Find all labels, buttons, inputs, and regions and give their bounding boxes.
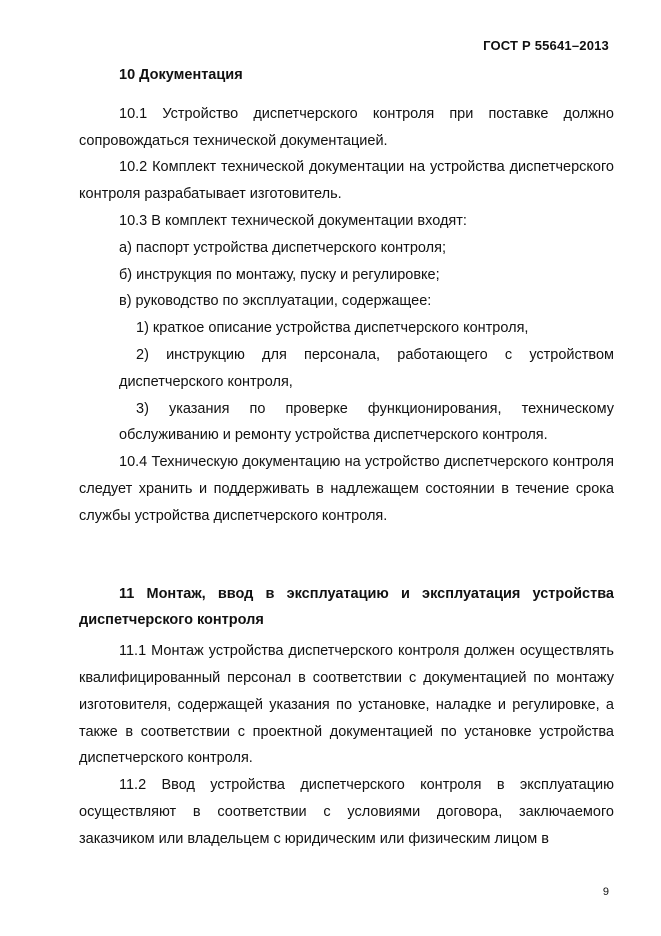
page-number: 9 xyxy=(602,886,609,898)
standard-code: ГОСТ Р 55641–2013 xyxy=(483,38,609,53)
sub-item-3: 3) указания по проверке функционирования, техническому обслуживанию и ремонту устройства диспетчерского контроля. xyxy=(119,400,614,444)
sub-item-2: 2) инструкцию для персонала, работающего с устройством диспетчерского контроля, xyxy=(119,346,614,390)
paragraph-10-3: 10.3 В комплект технической документации входят: xyxy=(119,212,467,229)
document-body xyxy=(79,62,614,853)
paragraph-10-2: 10.2 Комплект технической документации на устройства диспетчерского контроля разрабатывает изготовитель. xyxy=(79,159,614,203)
list-item-c: в) руководство по эксплуатации, содержащее: xyxy=(119,293,432,310)
paragraph-10-1: 10.1 Устройство диспетчерского контроля при поставке должно сопровождаться технической документацией. xyxy=(79,105,614,149)
list-item-b: б) инструкция по монтажу, пуску и регулировке; xyxy=(119,266,440,283)
paragraph-11-1: 11.1 Монтаж устройства диспетчерского контроля должен осуществлять квалифицированный персонал в соответствии с документацией по монтажу изготовителя, содержащей указания по установке, наладке и регулировке, а также в соответствии с проектной документацией по установке устройства диспетчерского контроля. xyxy=(79,643,614,767)
sub-item-1: 1) краткое описание устройства диспетчерского контроля, xyxy=(136,320,529,337)
section-11-heading: 11 Монтаж, ввод в эксплуатацию и эксплуатация устройства диспетчерского контроля xyxy=(79,585,614,629)
paragraph-10-4: 10.4 Техническую документацию на устройство диспетчерского контроля следует хранить и поддерживать в надлежащем состоянии в течение срока службы устройства диспетчерского контроля. xyxy=(79,454,614,524)
list-item-a: а) паспорт устройства диспетчерского контроля; xyxy=(119,239,446,256)
paragraph-11-2: 11.2 Ввод устройства диспетчерского контроля в эксплуатацию осуществляют в соответствии с условиями договора, заключаемого заказчиком или владельцем с юридическим или физическим лицом в xyxy=(79,777,614,847)
section-10-heading: 10 Документация xyxy=(119,67,243,83)
